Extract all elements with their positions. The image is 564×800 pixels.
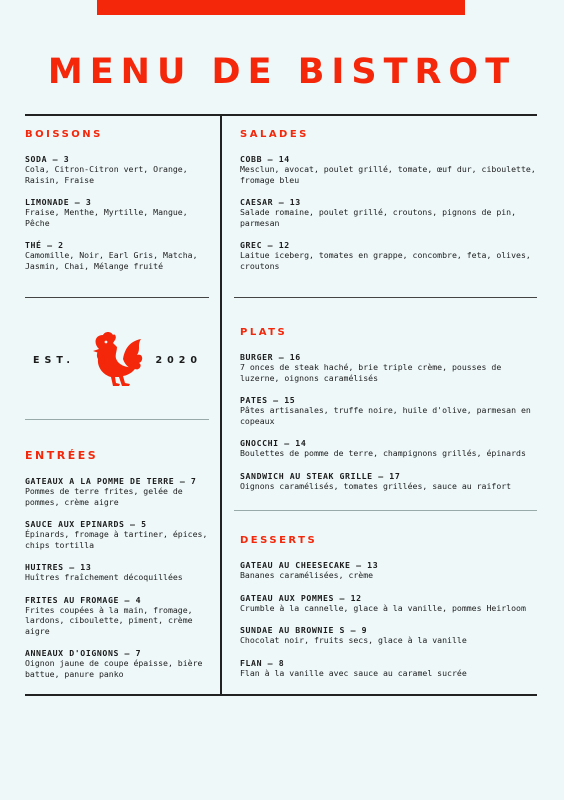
salades-list bbox=[240, 154, 537, 271]
menu-item-name: SUNDAE AU BROWNIE S – 9 bbox=[240, 625, 368, 635]
menu-item bbox=[25, 562, 215, 583]
boissons-list bbox=[25, 154, 215, 271]
menu-item bbox=[240, 471, 537, 492]
menu-item-description: Cola, Citron-Citron vert, Orange, Raisin, Fraise bbox=[25, 164, 188, 185]
menu-item bbox=[240, 197, 537, 228]
menu-item-name: GNOCCHI – 14 bbox=[240, 438, 307, 448]
section-plats bbox=[240, 327, 537, 503]
menu-item-name: COBB – 14 bbox=[240, 154, 290, 164]
top-accent-bar bbox=[97, 0, 465, 15]
menu-item-name: SANDWICH AU STEAK GRILLE – 17 bbox=[240, 470, 401, 481]
column-divider bbox=[220, 115, 222, 695]
menu-item-name: GATEAUX A LA POMME DE TERRE – 7 bbox=[25, 476, 197, 486]
entrees-list bbox=[25, 476, 215, 679]
menu-item-description: Bananes caramélisées, crème bbox=[240, 570, 374, 580]
menu-item-description: 7 onces de steak haché, brie triple crème, pousses de luzerne, oignons caramélisés bbox=[240, 362, 502, 383]
menu-item bbox=[25, 154, 215, 185]
menu-item bbox=[25, 476, 215, 507]
menu-item-description: Fraise, Menthe, Myrtille, Mangue, Pêche bbox=[25, 207, 188, 228]
est-year: 2020 bbox=[155, 355, 202, 366]
menu-item-name: THÉ – 2 bbox=[25, 240, 64, 250]
section-boissons bbox=[25, 129, 215, 283]
menu-item bbox=[240, 593, 537, 614]
menu-item-description: Mesclun, avocat, poulet grillé, tomate, œuf dur, ciboulette, fromage bleu bbox=[240, 164, 536, 185]
menu-item-description: Épinards, fromage à tartiner, épices, chips tortilla bbox=[25, 529, 208, 550]
menu-item-description: Oignons caramélisés, tomates grillées, sauce au raifort bbox=[240, 480, 512, 491]
menu-item bbox=[25, 595, 215, 637]
section-title-salades: SALADES bbox=[240, 129, 309, 140]
menu-item-description: Boulettes de pomme de terre, champignons grillés, épinards bbox=[240, 448, 526, 458]
menu-item bbox=[25, 197, 215, 228]
menu-item-name: GATEAU AU CHEESECAKE – 13 bbox=[240, 560, 379, 570]
menu-item-name: SODA – 3 bbox=[25, 154, 70, 164]
divider-salades-plats bbox=[234, 297, 537, 298]
menu-item-name: FLAN – 8 bbox=[240, 657, 285, 668]
menu-item bbox=[25, 519, 215, 550]
menu-item-name: PATES – 15 bbox=[240, 395, 296, 405]
rooster-icon bbox=[89, 329, 145, 389]
menu-item-name: CAESAR – 13 bbox=[240, 197, 301, 207]
menu-item-description: Laitue iceberg, tomates en grappe, concombre, feta, olives, croutons bbox=[240, 250, 531, 271]
menu-item-name: SAUCE AUX EPINARDS – 5 bbox=[25, 519, 147, 529]
menu-title: MENU DE BISTROT bbox=[47, 52, 517, 92]
menu-item-name: ANNEAUX D'OIGNONS – 7 bbox=[25, 648, 142, 658]
menu-item-name: GREC – 12 bbox=[240, 240, 290, 250]
menu-item-name: FRITES AU FROMAGE – 4 bbox=[25, 594, 142, 605]
section-desserts bbox=[240, 535, 537, 690]
bottom-rule bbox=[25, 694, 537, 696]
menu-item-description: Flan à la vanille avec sauce au caramel sucrée bbox=[240, 667, 467, 678]
menu-item bbox=[240, 560, 537, 581]
menu-item-description: Huîtres fraîchement décoquillées bbox=[25, 572, 183, 582]
section-title-plats: PLATS bbox=[240, 327, 288, 338]
menu-item bbox=[240, 395, 537, 426]
menu-item-description: Frites coupées à la main, fromage, lardons, ciboulette, piment, crème aigre bbox=[25, 604, 193, 636]
menu-item bbox=[240, 240, 537, 271]
plats-list bbox=[240, 352, 537, 491]
menu-item-name: BURGER – 16 bbox=[240, 352, 301, 362]
section-salades bbox=[240, 129, 537, 283]
menu-item-name: HUITRES – 13 bbox=[25, 562, 92, 572]
section-title-desserts: DESSERTS bbox=[240, 535, 318, 546]
established-badge bbox=[25, 325, 210, 390]
est-label: EST. bbox=[33, 355, 75, 366]
menu-item-description: Pommes de terre frites, gelée de pommes, crème aigre bbox=[25, 486, 183, 507]
menu-item-description: Pâtes artisanales, truffe noire, huile d'olive, parmesan en copeaux bbox=[240, 405, 531, 426]
menu-item bbox=[240, 438, 537, 459]
menu-item bbox=[25, 648, 215, 679]
menu-item-name: LIMONADE – 3 bbox=[25, 197, 92, 207]
divider-boissons-logo bbox=[25, 297, 209, 298]
section-title-boissons: BOISSONS bbox=[25, 129, 103, 140]
menu-item-description: Camomille, Noir, Earl Gris, Matcha, Jasmin, Chai, Mélange fruité bbox=[25, 250, 198, 271]
section-title-entrees: ENTRÉES bbox=[25, 449, 99, 462]
menu-item-description: Oignon jaune de coupe épaisse, bière battue, panure panko bbox=[25, 658, 203, 679]
desserts-list bbox=[240, 560, 537, 678]
divider-logo-entrees bbox=[25, 419, 209, 420]
section-entrees bbox=[25, 449, 215, 691]
menu-item-description: Salade romaine, poulet grillé, croutons, pignons de pin, parmesan bbox=[240, 207, 517, 228]
menu-item-description: Crumble à la cannelle, glace à la vanille, pommes Heirloom bbox=[240, 602, 526, 613]
menu-item-description: Chocolat noir, fruits secs, glace à la vanille bbox=[240, 635, 467, 645]
menu-item bbox=[240, 658, 537, 679]
top-rule bbox=[25, 114, 537, 116]
menu-item-name: GATEAU AUX POMMES – 12 bbox=[240, 592, 362, 603]
divider-plats-desserts bbox=[234, 510, 537, 511]
menu-item bbox=[240, 625, 537, 646]
menu-item bbox=[240, 154, 537, 185]
menu-item bbox=[25, 240, 215, 271]
menu-item bbox=[240, 352, 537, 383]
